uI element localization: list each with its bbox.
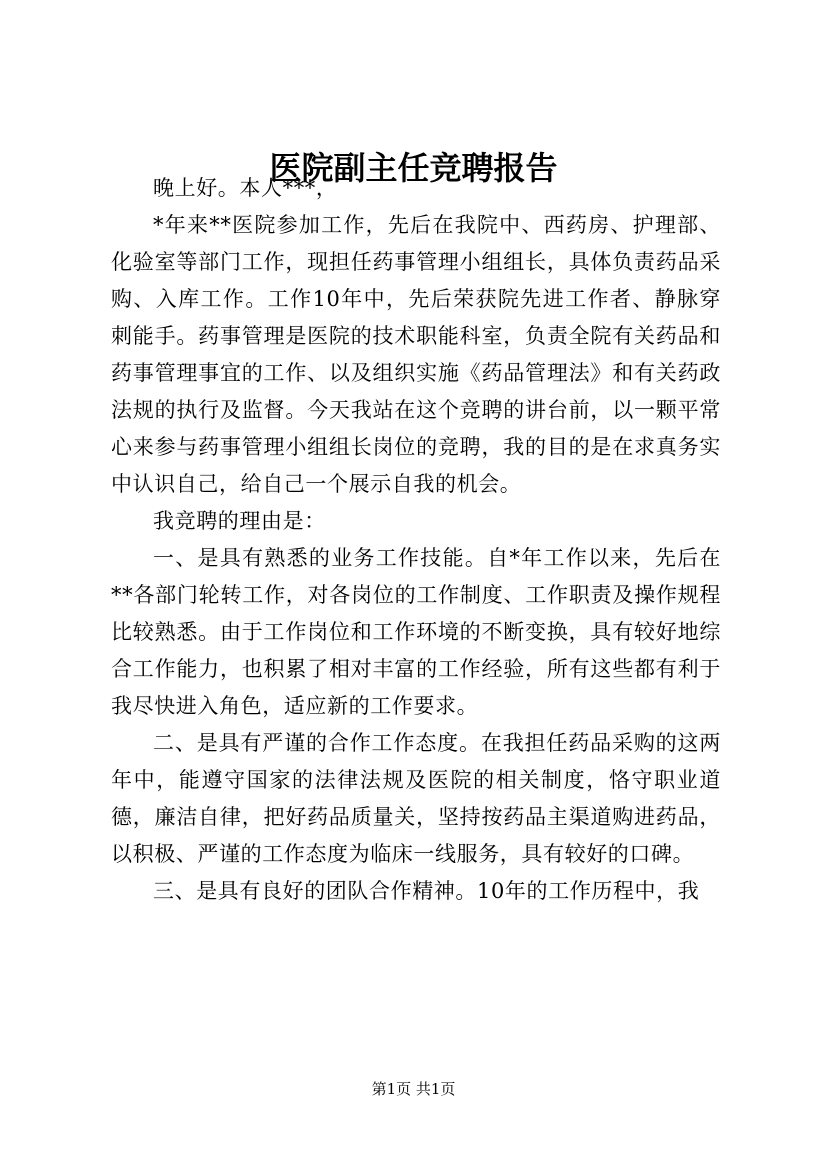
paragraph-reason-one: 一、是具有熟悉的业务工作技能。自*年工作以来，先后在**各部门轮转工作，对各岗位的工作制度、工作职责及操作规程比较熟悉。由于工作岗位和工作环境的不断变换，具有较好地综合工作能力，也积累了相对丰富的工作经验，所有这些都有利于我尽快进入角色，适应新的工作要求。 (111, 546, 721, 718)
paragraph-reason-three: 三、是具有良好的团队合作精神。10年的工作历程中，我 (153, 879, 700, 903)
paragraph-reason-two: 二、是具有严谨的合作工作态度。在我担任药品采购的这两年中，能遵守国家的法律法规及医院的相关制度，恪守职业道德，廉洁自律，把好药品质量关，坚持按药品主渠道购进药品，以积极、严谨的工作态度为临床一线服务，具有较好的口碑。 (111, 731, 721, 866)
paragraph-reasons-heading: 我竞聘的理由是： (153, 509, 326, 533)
paragraph-introduction: *年来**医院参加工作，先后在我院中、西药房、护理部、化验室等部门工作，现担任药事管理小组组长，具体负责药品采购、入库工作。工作10年中，先后荣获院先进工作者、静脉穿刺能手。药事管理是医院的技术职能科室，负责全院有关药品和药事管理事宜的工作、以及组织实施《药品管理法》和有关药政法规的执行及监督。今天我站在这个竞聘的讲台前，以一颗平常心来参与药事管理小组组长岗位的竞聘，我的目的是在求真务实中认识自己，给自己一个展示自我的机会。 (111, 213, 721, 496)
page-footer: 第1页 共1页 (371, 1080, 456, 1098)
document-body (111, 170, 721, 910)
paragraph-greeting: 晚上好。本人***， (153, 176, 338, 200)
document-title: 医院副主任竞聘报告 (269, 149, 558, 187)
